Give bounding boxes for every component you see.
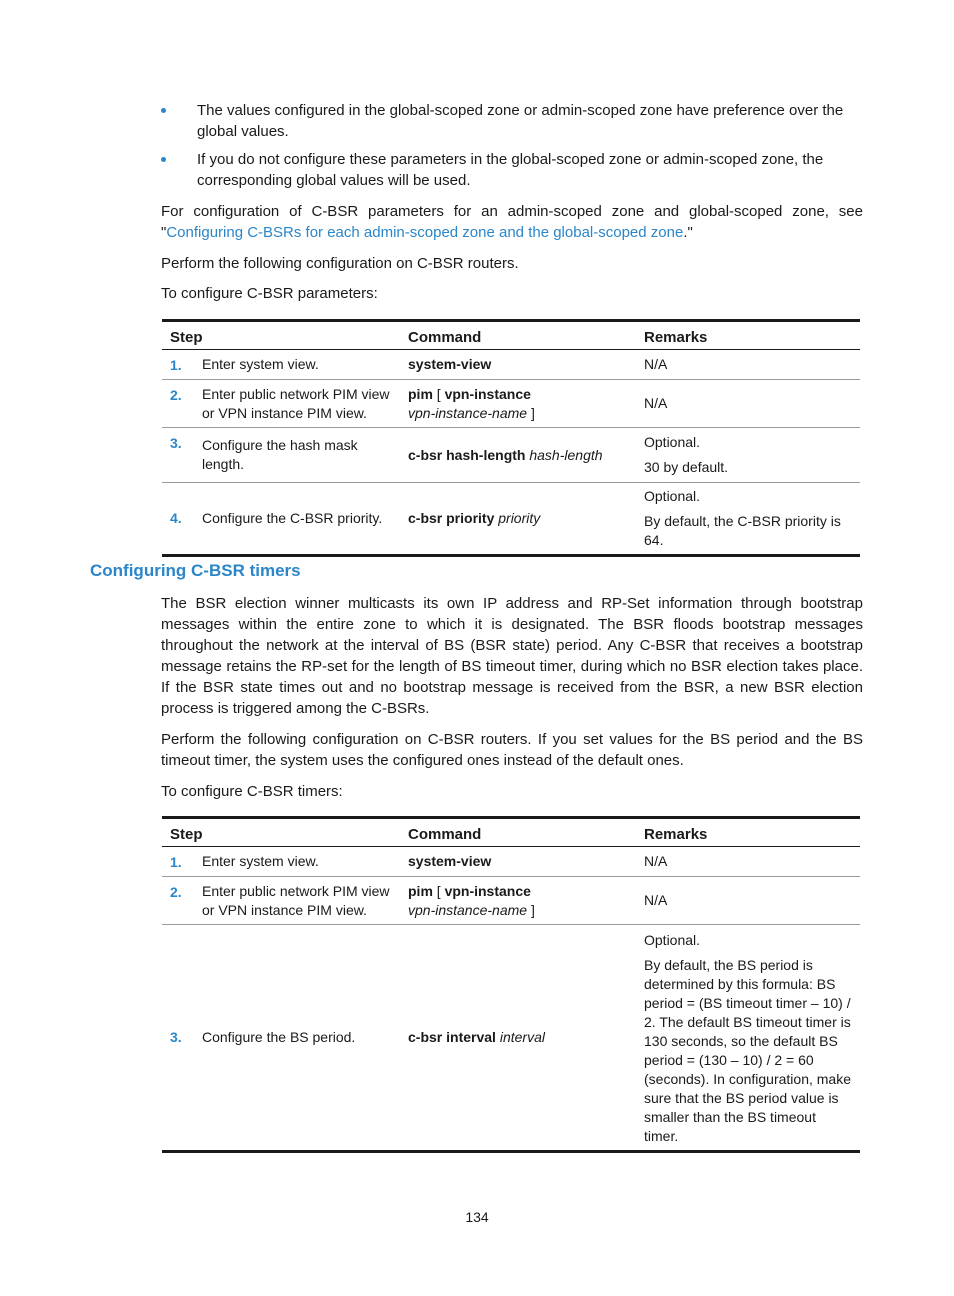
cbsr-timers-table [162,816,860,1153]
intro-paragraph: For configuration of C-BSR parameters for an admin-scoped zone and global-scoped zone, see "Configuring C-BSRs for each admin-scoped zone and the global-scoped zone." [161,203,863,241]
cbsr-parameters-table [162,319,860,557]
table-row: 1. Enter system view. system-view N/A [162,350,860,380]
header-step: Step [162,321,400,350]
cross-reference-link[interactable]: Configuring C-BSRs for each admin-scoped zone and the global-scoped zone [166,224,684,241]
header-command: Command [400,321,636,350]
header-step: Step [162,818,400,847]
header-remarks: Remarks [636,818,860,847]
section-paragraph-2: Perform the following configuration on C-BSR routers. If you set values for the BS period and the BS timeout timer, the system uses the configured ones instead of the default ones. [161,731,863,769]
table-row: 3. Configure the BS period. c-bsr interval interval Optional. By default, the BS period is determined by this formula: BS period = (BS timeout timer – 10) / 2. The default BS timeout timer is 130 seconds, so the default BS period = (130 – 10) / 2 = 60 (seconds). In configuration, make sure that the BS period value is smaller than the BS timeout timer. [162,925,860,1152]
bullet-dot-icon [161,108,166,113]
intro-paragraph-2: Perform the following configuration on C-BSR routers. [161,255,519,272]
section-heading: Configuring C-BSR timers [90,561,301,580]
table-row: 3. Configure the hash mask length. c-bsr hash-length hash-length Optional. 30 by default. [162,428,860,483]
table-row: 2. Enter public network PIM view or VPN instance PIM view. pim [ vpn-instance vpn-instance-name ] N/A [162,380,860,428]
section-paragraph-1: The BSR election winner multicasts its own IP address and RP-Set information through bootstrap messages within the entire zone to which it is designated. The BSR floods bootstrap messages throughout the network at the interval of BS (BSR state) period. Any C-BSR that receives a bootstrap message retains the RP-set for the length of BS timeout timer, during which no BSR election takes place. If the BSR state times out and no bootstrap message is received from the BSR, a new BSR election process is triggered among the C-BSRs. [161,595,863,717]
header-remarks: Remarks [636,321,860,350]
header-command: Command [400,818,636,847]
table-row: 1. Enter system view. system-view N/A [162,847,860,877]
table-row: 2. Enter public network PIM view or VPN instance PIM view. pim [ vpn-instance vpn-instance-name ] N/A [162,877,860,925]
bullet-dot-icon [161,157,166,162]
table-row: 4. Configure the C-BSR priority. c-bsr priority priority Optional. By default, the C-BSR priority is 64. [162,483,860,556]
table1-caption: To configure C-BSR parameters: [161,285,378,302]
bullet-item: The values configured in the global-scoped zone or admin-scoped zone have preference over the global values. [161,100,863,142]
bullet-item: If you do not configure these parameters in the global-scoped zone or admin-scoped zone, the corresponding global values will be used. [161,149,863,191]
page-number: 134 [465,1209,489,1225]
table2-caption: To configure C-BSR timers: [161,783,343,800]
